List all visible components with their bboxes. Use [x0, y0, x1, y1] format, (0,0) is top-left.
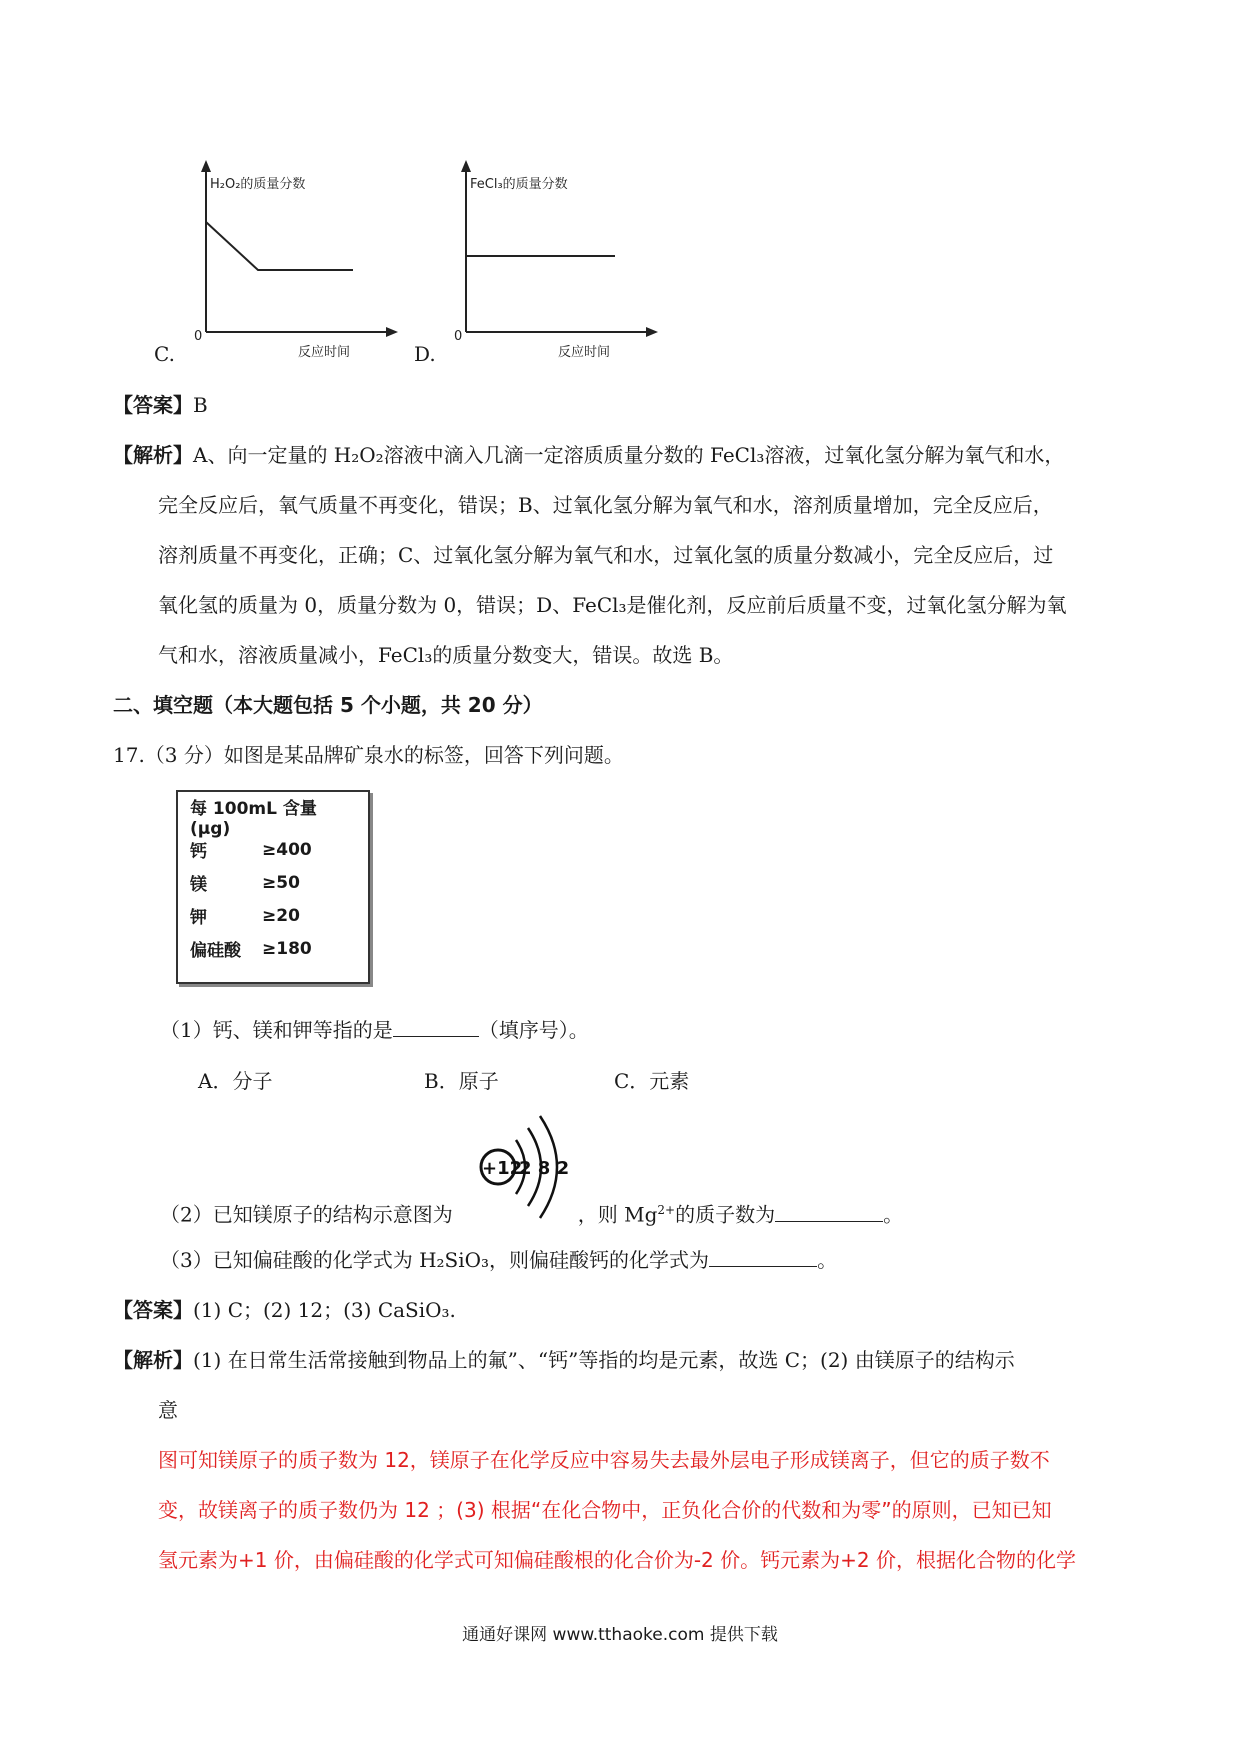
section-title: 二、填空题（本大题包括 5 个小题，共 20 分） [113, 693, 543, 717]
answer-1 [113, 380, 1133, 430]
analysis-2-red-line-2: 变，故镁离子的质子数仍为 12 ；(3) 根据“在化合物中，正负化合价的代数和为零”的原则，已知已知 [158, 1498, 1052, 1522]
graph-c-letter: C. [154, 342, 175, 366]
graph-c-curve [206, 222, 353, 270]
graph-c-origin: 0 [194, 329, 203, 344]
graph-c-y-arrow [201, 160, 211, 172]
answer-blank-2[interactable] [775, 1201, 883, 1222]
analysis-2-line-1: (1) 在日常生活常接触到物品上的氟”、“钙”等指的均是元素，故选 C；(2) 由镁原子的结构示 [193, 1348, 1015, 1372]
analysis-1-line-1: A、向一定量的 H₂O₂溶液中滴入几滴一定溶质质量分数的 FeCl₃溶液，过氧化氢分解为氧气和水， [193, 443, 1065, 467]
analysis-1-tag: 【解析】 [113, 443, 193, 467]
graph-c [180, 160, 410, 365]
graph-d-x-arrow [646, 327, 658, 337]
label-key: 钙 [190, 842, 207, 862]
q17-sub-1-tail: （填序号）。 [478, 1018, 589, 1042]
mineral-water-label [176, 790, 370, 984]
label-row [190, 899, 356, 932]
q17-sub-2 [160, 1195, 903, 1230]
graph-c-svg [180, 160, 410, 360]
choice-c: C．元素 [614, 1069, 690, 1093]
answer-1-text: B [193, 393, 208, 417]
q17-sub-3 [160, 1245, 837, 1275]
label-row [190, 866, 356, 899]
analysis-2-red-line-3: 氢元素为+1 价，由偏硅酸的化学式可知偏硅酸根的化合价为-2 价。钙元素为+2 价，根据化合物的化学 [158, 1548, 1076, 1572]
q17-sub-2-text-b: ，则 Mg [577, 1202, 658, 1227]
graph-c-ylabel: H₂O₂的质量分数 [210, 177, 306, 192]
analysis-1-line-5: 气和水，溶液质量减小，FeCl₃的质量分数变大，错误。故选 B。 [158, 643, 734, 667]
label-value: ≥50 [262, 872, 300, 893]
q17-sub-2-text-c: 的质子数为 [675, 1202, 776, 1227]
q17-sub-1-text: （1）钙、镁和钾等指的是 [160, 1018, 393, 1042]
answer-blank-1[interactable] [393, 1016, 479, 1037]
label-key: 镁 [190, 875, 207, 895]
graph-d-xlabel: 反应时间 [558, 345, 611, 360]
nucleus-charge: +12 [482, 1158, 523, 1179]
page-footer: 通通好课网 www.tthaoke.com 提供下载 [462, 1625, 778, 1645]
answer-2-tag: 【答案】 [113, 1298, 193, 1322]
analysis-2-line-2: 意 [158, 1398, 178, 1422]
label-value: ≥400 [262, 839, 312, 860]
electron-counts: 2 8 2 [519, 1158, 570, 1179]
graph-c-x-arrow [386, 327, 398, 337]
graph-d [440, 160, 670, 365]
graph-d-ylabel: FeCl₃的质量分数 [470, 177, 568, 192]
choice-a: A．分子 [198, 1069, 273, 1093]
label-row [190, 932, 356, 965]
label-header: 每 100mL 含量(μg) [190, 799, 317, 839]
choice-b: B．原子 [424, 1069, 499, 1093]
answer-blank-3[interactable] [709, 1246, 817, 1267]
analysis-1 [113, 430, 1133, 680]
answer-2-text: (1) C；(2) 12；(3) CaSiO₃. [193, 1298, 456, 1322]
graph-d-svg [440, 160, 670, 360]
analysis-1-line-4: 氧化氢的质量为 0，质量分数为 0，错误；D、FeCl₃是催化剂，反应前后质量不变，过氧化氢分解为氧 [158, 593, 1067, 617]
analysis-1-line-2: 完全反应后，氧气质量不再变化，错误；B、过氧化氢分解为氧气和水，溶剂质量增加，完全反应后， [158, 493, 1053, 517]
mg-ion-charge: 2+ [657, 1203, 676, 1217]
analysis-2 [113, 1335, 1133, 1585]
q17-sub-1 [160, 1015, 589, 1045]
analysis-1-line-3: 溶剂质量不再变化，正确；C、过氧化氢分解为氧气和水，过氧化氢的质量分数减小，完全反应后，过 [158, 543, 1054, 567]
q17-sub-2-text-a: （2）已知镁原子的结构示意图为 [160, 1202, 453, 1227]
graph-d-y-arrow [461, 160, 471, 172]
graph-c-xlabel: 反应时间 [298, 345, 351, 360]
q17-choices [198, 1065, 689, 1094]
graph-d-origin: 0 [454, 329, 463, 344]
analysis-2-red-line-1: 图可知镁原子的质子数为 12，镁原子在化学反应中容易失去最外层电子形成镁离子，但它的质子数不 [158, 1448, 1050, 1472]
analysis-2-tag: 【解析】 [113, 1348, 193, 1372]
label-value: ≥180 [262, 938, 312, 959]
label-key: 钾 [190, 908, 207, 928]
q17-sub-3-end: 。 [817, 1248, 838, 1272]
q17-sub-3-text: （3）已知偏硅酸的化学式为 H₂SiO₃，则偏硅酸钙的化学式为 [160, 1248, 710, 1272]
label-value: ≥20 [262, 905, 300, 926]
q17-sub-2-end: 。 [883, 1202, 904, 1227]
answer-1-tag: 【答案】 [113, 393, 193, 417]
q17-stem: 17.（3 分）如图是某品牌矿泉水的标签，回答下列问题。 [113, 743, 624, 767]
label-key: 偏硅酸 [190, 941, 241, 961]
graph-d-letter: D. [414, 342, 436, 366]
answer-2 [113, 1285, 1133, 1335]
